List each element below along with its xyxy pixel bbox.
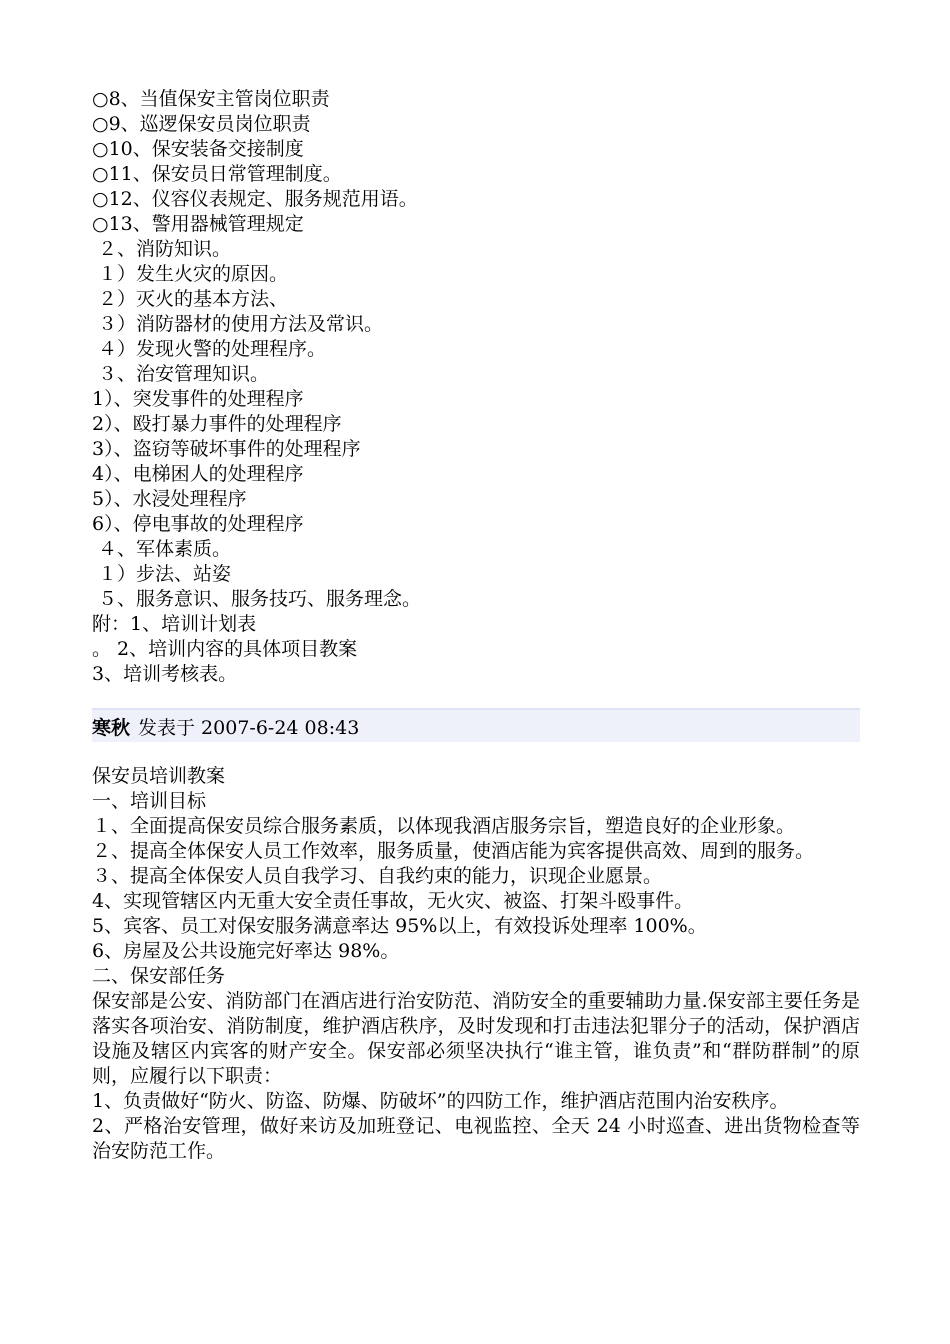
- outline-line: 1）、突发事件的处理程序: [92, 388, 304, 410]
- outline-line: １）发生火灾的原因。: [92, 263, 289, 285]
- outline-line: ２）灭火的基本方法、: [92, 288, 289, 310]
- body-paragraph: 5、宾客、员工对保安服务满意率达 95%以上，有效投诉处理率 100%。: [92, 915, 707, 937]
- outline-line: 3）、盗窃等破坏事件的处理程序: [92, 438, 361, 460]
- outline-line: 5）、水浸处理程序: [92, 488, 247, 510]
- body-paragraph: ２、提高全体保安人员工作效率，服务质量，使酒店能为宾客提供高效、周到的服务。: [92, 840, 815, 862]
- body-paragraph: 保安部是公安、消防部门在酒店进行治安防范、消防安全的重要辅助力量.保安部主要任务是落实各项治安、消防制度，维护酒店秩序，及时发现和打击违法犯罪分子的活动，保护酒店设施及辖区内宾客的财产安全。保安部必须坚决执行“谁主管，谁负责”和“群防群制”的原则，应履行以下职责：: [92, 990, 860, 1087]
- body-paragraph: 1、负责做好“防火、防盗、防爆、防破坏”的四防工作，维护酒店范围内治安秩序。: [92, 1090, 789, 1112]
- outline-line: ２、消防知识。: [92, 238, 232, 260]
- outline-line: ３、治安管理知识。: [92, 363, 270, 385]
- outline-line: 4）、电梯困人的处理程序: [92, 463, 304, 485]
- post-author[interactable]: 寒秋: [92, 716, 131, 739]
- body-paragraph: １、全面提高保安员综合服务素质，以体现我酒店服务宗旨，塑造良好的企业形象。: [92, 815, 796, 837]
- outline-line: ○8、当值保安主管岗位职责: [92, 88, 330, 110]
- post-timestamp: 发表于 2007-6-24 08:43: [138, 716, 360, 739]
- section-heading: 一、培训目标: [92, 790, 207, 812]
- outline-line: 2）、殴打暴力事件的处理程序: [92, 413, 342, 435]
- body-paragraph: 2、严格治安管理，做好来访及加班登记、电视监控、全天 24 小时巡查、进出货物检查等治安防范工作。: [92, 1115, 860, 1162]
- outline-line: ○9、巡逻保安员岗位职责: [92, 113, 311, 135]
- body-paragraph: 6、房屋及公共设施完好率达 98%。: [92, 940, 400, 962]
- post-title: 保安员培训教案: [92, 765, 226, 787]
- outline-line: ４）发现火警的处理程序。: [92, 338, 327, 360]
- post-header: [92, 708, 860, 742]
- outline-line: １）步法、站姿: [92, 563, 232, 585]
- outline-line: ○12、仪容仪表规定、服务规范用语。: [92, 188, 418, 210]
- body-paragraph: 4、实现管辖区内无重大安全责任事故，无火灾、被盗、打架斗殴事件。: [92, 890, 694, 912]
- outline-line: ３）消防器材的使用方法及常识。: [92, 313, 384, 335]
- outline-line: ○13、警用器械管理规定: [92, 213, 304, 235]
- outline-line: ４、军体素质。: [92, 538, 232, 560]
- outline-line: 附：1、培训计划表: [92, 613, 257, 635]
- body-paragraph: ３、提高全体保安人员自我学习、自我约束的能力，识现企业愿景。: [92, 865, 663, 887]
- outline-line: 6）、停电事故的处理程序: [92, 513, 304, 535]
- outline-line: ○11、保安员日常管理制度。: [92, 163, 342, 185]
- outline-line: ○10、保安装备交接制度: [92, 138, 304, 160]
- post-body: [92, 764, 860, 1164]
- outline-line: 3、培训考核表。: [92, 663, 238, 685]
- outline-line: ５、服务意识、服务技巧、服务理念。: [92, 588, 422, 610]
- outline-line: 。 2、培训内容的具体项目教案: [92, 638, 358, 660]
- document-page: [92, 87, 860, 1164]
- section-heading: 二、保安部任务: [92, 965, 226, 987]
- training-outline: [92, 87, 860, 687]
